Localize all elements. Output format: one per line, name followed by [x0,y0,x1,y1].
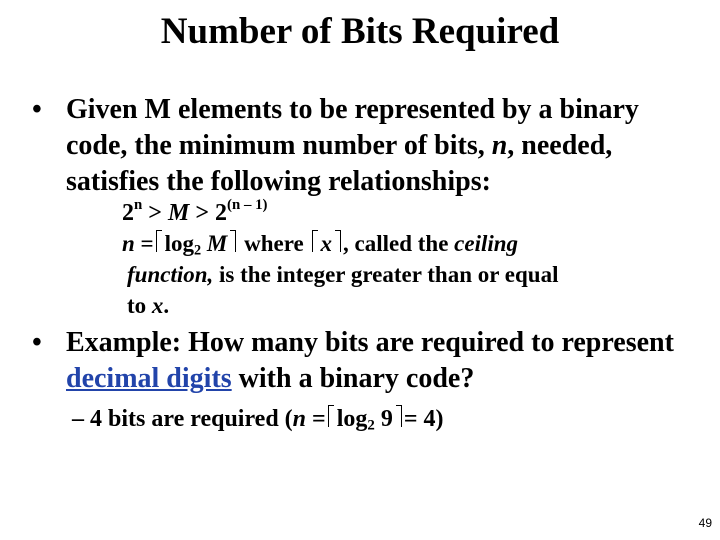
bullet-symbol: • [32,327,42,358]
relationship-inequality [122,198,702,229]
ceiling-word: ceiling [454,231,519,256]
greater-than: > [142,200,168,226]
exponent-n: n [134,196,143,213]
ceiling-definition-end [127,290,702,321]
log-base: 2 [194,242,202,259]
variable-x: x [320,231,332,256]
variable-n: n [491,130,508,161]
ceiling-description: , called the [343,231,455,256]
equals-sign: = [134,231,154,256]
variable-n: n [292,406,307,432]
greater-than-2: > 2 [189,200,227,226]
ceiling-definition: is the integer greater than or equal [213,262,559,287]
log-base: 2 [367,417,375,434]
bullet-given-m-elements [32,92,707,200]
function-word: function, [127,262,214,287]
bullet-text-part: , needed, satisfies the following relationships: [66,130,613,197]
ceiling-left-bracket-icon [312,230,318,252]
equals-sign: = [306,406,326,432]
bullet-text-part: with a binary code? [231,363,475,394]
answer-result: = 4) [403,406,444,432]
relationship-ceiling [122,228,702,321]
ceiling-right-bracket-icon [335,230,341,252]
answer-text: 4 bits are required ( [84,406,293,432]
ceiling-right-bracket-icon [230,230,236,252]
bullet-text [66,325,707,397]
variable-M: M [167,200,190,226]
bullet-symbol: • [32,94,42,125]
number-nine: 9 [380,406,393,432]
ceiling-definition-line [127,259,702,290]
variable-x: x [151,293,164,318]
exponent-n-minus-1: (n – 1) [227,196,268,213]
slide-title: Number of Bits Required [160,11,560,52]
sub-bullet-dash: – [72,406,84,432]
period: . [163,293,170,318]
decimal-digits-link[interactable]: decimal digits [66,363,232,394]
to-text: to [127,293,152,318]
bullet-text-part: Example: How many bits are required to represent [66,327,674,358]
base-2: 2 [122,200,134,226]
bullet-example [32,325,707,397]
bullet-text [66,92,707,200]
ceiling-left-bracket-icon [156,230,162,252]
where-text: where [244,231,304,256]
example-answer [72,403,692,435]
log-text: log [336,406,368,432]
page-number: 49 [698,516,712,530]
log-text: log [164,231,195,256]
variable-M: M [206,231,228,256]
ceiling-right-bracket-icon [396,405,402,428]
bullet-text-part: Given M elements to be represented by a binary code, the minimum number of bits, [66,94,639,161]
ceiling-left-bracket-icon [328,405,334,428]
variable-n: n [122,231,135,256]
